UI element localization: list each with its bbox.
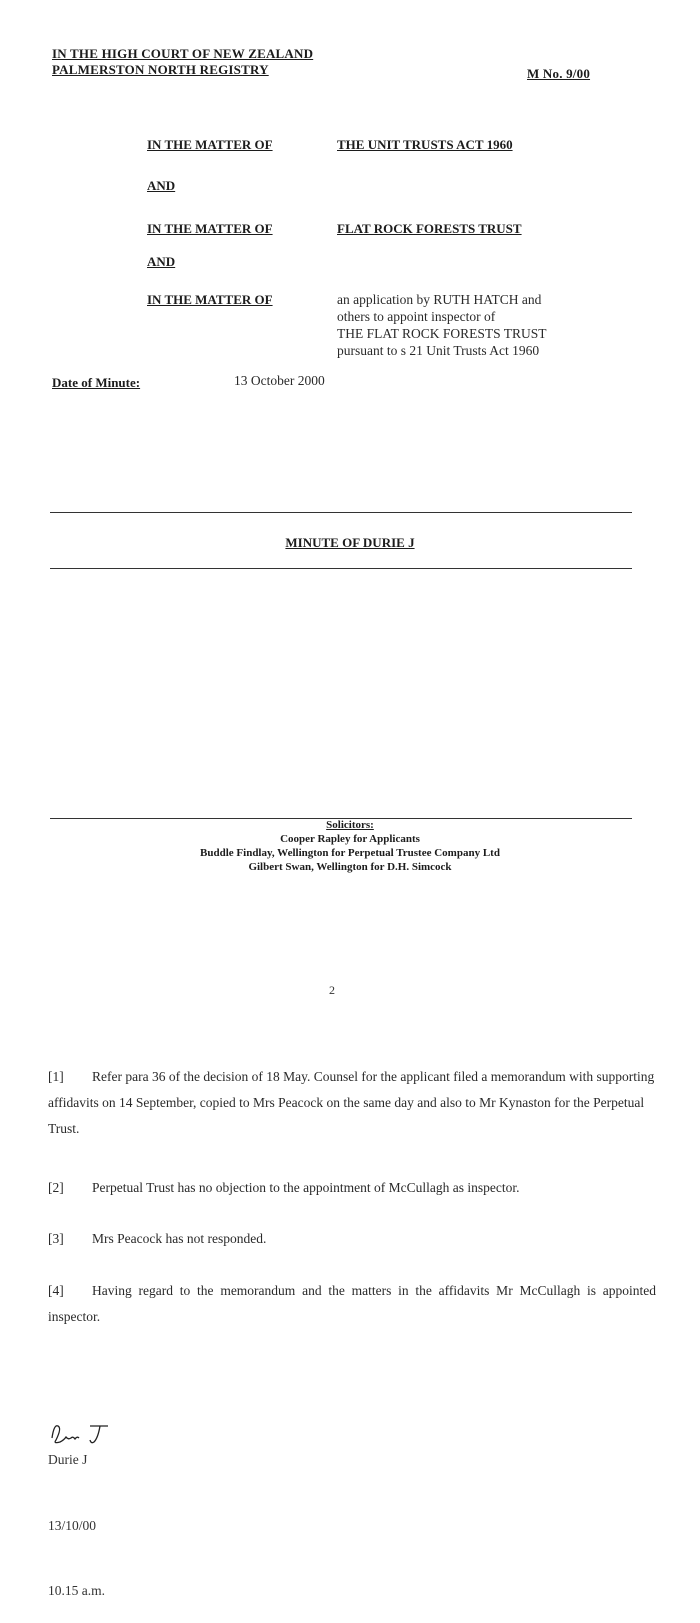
matter-value-1: THE UNIT TRUSTS ACT 1960 (337, 137, 513, 152)
matter-label-2: IN THE MATTER OF (147, 221, 273, 236)
matter-description-line: others to appoint inspector of (337, 309, 496, 324)
paragraph-2 (48, 1175, 656, 1201)
date-value: 13 October 2000 (234, 373, 325, 388)
title-top-rule (50, 512, 632, 513)
title-bottom-rule (50, 568, 632, 569)
registry-name: PALMERSTON NORTH REGISTRY (52, 62, 269, 77)
paragraph-4 (48, 1278, 656, 1330)
matter-description-line: pursuant to s 21 Unit Trusts Act 1960 (337, 343, 540, 358)
file-number: M No. 9/00 (527, 66, 591, 81)
paragraph-number: [3] (48, 1231, 64, 1246)
and-1: AND (147, 178, 176, 193)
minute-title: MINUTE OF DURIE J (285, 535, 415, 550)
matter-value-2: FLAT ROCK FORESTS TRUST (337, 221, 522, 236)
matter-label-1: IN THE MATTER OF (147, 137, 273, 152)
solicitors-block (0, 818, 700, 874)
paragraph-number: [4] (48, 1283, 64, 1298)
paragraph-text: Having regard to the memorandum and the matters in the affidavits Mr McCullagh is appointed inspector. (48, 1283, 656, 1324)
and-2: AND (147, 254, 176, 269)
paragraph-number: [1] (48, 1069, 64, 1084)
matter-label-3: IN THE MATTER OF (147, 292, 273, 307)
matter-description-line: an application by RUTH HATCH and (337, 292, 542, 307)
page-number: 2 (329, 983, 335, 997)
matter-description (337, 291, 617, 359)
paragraph-text: Mrs Peacock has not responded. (92, 1231, 267, 1246)
date-label: Date of Minute: (52, 375, 141, 390)
paragraph-3 (48, 1226, 656, 1252)
solicitor-line: Buddle Findlay, Wellington for Perpetual Trustee Company Ltd (200, 847, 500, 859)
paragraph-number: [2] (48, 1180, 64, 1195)
matter-description-line: THE FLAT ROCK FORESTS TRUST (337, 326, 547, 341)
paragraph-1 (48, 1064, 656, 1142)
solicitor-line: Cooper Rapley for Applicants (280, 833, 420, 845)
signature-date: 13/10/00 (48, 1518, 97, 1533)
signature-time: 10.15 a.m. (48, 1583, 105, 1598)
court-name: IN THE HIGH COURT OF NEW ZEALAND (52, 46, 314, 61)
signatory-name: Durie J (48, 1452, 88, 1467)
solicitor-line: Gilbert Swan, Wellington for D.H. Simcock (248, 861, 452, 873)
paragraph-text: Perpetual Trust has no objection to the appointment of McCullagh as inspector. (92, 1180, 520, 1195)
solicitors-heading: Solicitors: (326, 819, 374, 831)
handwritten-signature (48, 1418, 118, 1448)
paragraph-text: Refer para 36 of the decision of 18 May. Counsel for the applicant filed a memorandum with supporting affidavits on 14 September, copied to Mrs Peacock on the same day and also to Mr Kynaston for the Perpetual Trust. (48, 1069, 655, 1136)
